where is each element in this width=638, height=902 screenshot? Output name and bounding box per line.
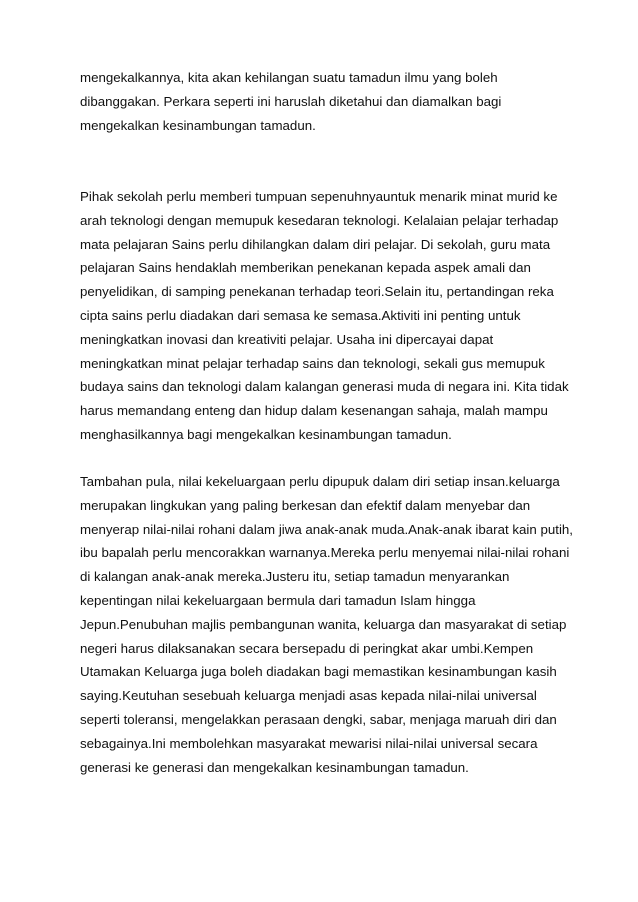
text-line: cipta sains perlu diadakan dari semasa ke semasa.Aktiviti ini penting untuk [80, 307, 521, 323]
text-line: budaya sains dan teknologi dalam kalangan generasi muda di negara ini. Kita tidak [80, 379, 569, 395]
text-line: penyelidikan, di samping penekanan terhadap teori.Selain itu, pertandingan reka [80, 284, 554, 300]
text-line: negeri harus dilaksanakan secara bersepadu di peringkat akar umbi.Kempen [80, 640, 534, 656]
text-line: menyerap nilai-nilai rohani dalam jiwa anak-anak muda.Anak-anak ibarat kain putih, [80, 521, 573, 537]
text-line: sebagainya.Ini membolehkan masyarakat mewarisi nilai-nilai universal secara [80, 735, 538, 751]
text-line: di kalangan anak-anak mereka.Justeru itu, setiap tamadun menyarankan [80, 569, 510, 585]
text-line: generasi ke generasi dan mengekalkan kesinambungan tamadun. [80, 759, 469, 775]
paragraph-3 [80, 470, 573, 779]
text-line: arah teknologi dengan memupuk kesedaran teknologi. Kelalaian pelajar terhadap [80, 212, 559, 228]
paragraph-1 [80, 66, 501, 137]
text-line: kepentingan nilai kekeluargaan bermula dari tamadun Islam hingga [80, 592, 476, 608]
text-line: Jepun.Penubuhan majlis pembangunan wanita, keluarga dan masyarakat di setiap [80, 616, 567, 632]
text-line: pelajaran Sains hendaklah memberikan penekanan kepada aspek amali dan [80, 260, 531, 276]
text-line: dibanggakan. Perkara seperti ini haruslah diketahui dan diamalkan bagi [80, 93, 502, 109]
paragraph-2 [80, 185, 569, 447]
text-line: meningkatkan inovasi dan kreativiti pelajar. Usaha ini dipercayai dapat [80, 331, 494, 347]
text-line: harus memandang enteng dan hidup dalam kesenangan sahaja, malah mampu [80, 403, 548, 419]
text-line: mengekalkan kesinambungan tamadun. [80, 117, 316, 133]
text-line: Tambahan pula, nilai kekeluargaan perlu dipupuk dalam diri setiap insan.keluarga [80, 474, 560, 489]
text-line: mata pelajaran Sains perlu dihilangkan dalam diri pelajar. Di sekolah, guru mata [80, 236, 551, 252]
text-line: saying.Keutuhan sesebuah keluarga menjadi asas kepada nilai-nilai universal [80, 688, 537, 704]
text-line: merupakan lingkukan yang paling berkesan dan efektif dalam menyebar dan [80, 497, 531, 513]
text-line: Pihak sekolah perlu memberi tumpuan sepenuhnyauntuk menarik minat murid ke [80, 189, 558, 204]
text-line: mengekalkannya, kita akan kehilangan suatu tamadun ilmu yang boleh [80, 70, 498, 85]
text-line: menghasilkannya bagi mengekalkan kesinambungan tamadun. [80, 426, 452, 442]
text-line: Utamakan Keluarga juga boleh diadakan bagi memastikan kesinambungan kasih [80, 664, 557, 680]
text-line: seperti toleransi, mengelakkan perasaan dengki, sabar, menjaga maruah diri dan [80, 711, 557, 727]
text-line: ibu bapalah perlu mencorakkan warnanya.Mereka perlu menyemai nilai-nilai rohani [80, 545, 570, 561]
text-line: meningkatkan minat pelajar terhadap sains dan teknologi, sekali gus memupuk [80, 355, 545, 371]
